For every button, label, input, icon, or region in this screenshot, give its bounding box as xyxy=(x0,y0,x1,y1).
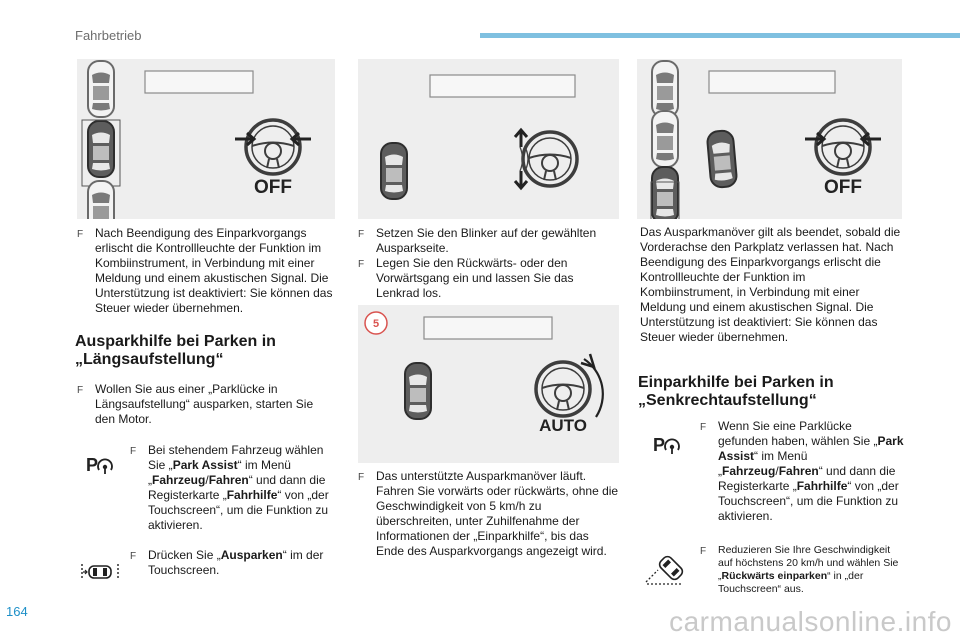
bullet-marker: F xyxy=(358,472,365,483)
heading-line-2: „Senkrechtaufstellung“ xyxy=(638,392,817,409)
heading-line-1: Ausparkhilfe bei Parken in xyxy=(75,333,276,350)
bullet-marker: F xyxy=(77,385,84,396)
assisted-manoeuvre-bullet xyxy=(358,469,620,559)
car-icon xyxy=(88,121,114,177)
section-header: Fahrbetrieb xyxy=(75,28,142,43)
heading-line-1: Einparkhilfe bei Parken in xyxy=(638,374,834,391)
engage-gear-text: Legen Sie den Rückwärts- oder den Vorwärtsgang ein und lassen Sie das Lenkrad los. xyxy=(376,256,574,300)
bullet-marker: F xyxy=(130,446,137,457)
bullet-marker: F xyxy=(358,259,365,270)
park-assist-icon xyxy=(84,452,116,483)
illustration-parked-cars-off xyxy=(77,59,335,219)
off-label: OFF xyxy=(254,177,292,198)
page-number: 164 xyxy=(6,604,28,619)
start-engine-bullet xyxy=(77,382,333,427)
auto-label: AUTO xyxy=(539,416,587,435)
reverse-park-icon xyxy=(643,552,687,591)
manoeuvre-complete-paragraph: Das Ausparkmanöver gilt als beendet, sobald die Vorderachse den Parkplatz verlassen hat. Nach Beendigung des Einparkvorgangs erlischt die Kontrollleuchte der Funktion im Kombiinstrument, in Verbindung mit einer Meldung und einem akustischen Signal. Die Unterstützung ist deaktiviert: Sie können das Steuer wieder übernehmen. xyxy=(640,225,901,344)
turn-signal-bullet xyxy=(358,226,620,256)
car-icon xyxy=(405,363,431,419)
illustration-auto-manoeuvre xyxy=(358,305,619,463)
turn-signal-text: Setzen Sie den Blinker auf der gewählten Ausparkseite. xyxy=(376,226,597,255)
turn-signal-bullets xyxy=(358,226,620,301)
start-engine-text: Wollen Sie aus einer „Parklücke in Längsaufstellung“ ausparken, starten Sie den Motor. xyxy=(95,382,314,426)
park-assist-icon xyxy=(651,432,683,463)
reduce-speed-step xyxy=(700,544,905,596)
header-bar xyxy=(480,33,960,38)
watermark: carmanualsonline.info xyxy=(669,606,952,637)
heading-perpendicular-entry xyxy=(638,374,900,410)
reduce-speed-text: Reduzieren Sie Ihre Geschwindigkeit auf höchstens 20 km/h und wählen Sie „Rückwärts einparken“ in „der Touchscreen“ aus. xyxy=(718,544,899,595)
heading-parallel-exit xyxy=(75,333,335,369)
engage-gear-bullet xyxy=(358,256,620,301)
off-label: OFF xyxy=(824,177,862,198)
end-of-parking-text: Nach Beendigung des Einparkvorgangs erlischt die Kontrollleuchte der Funktion im Kombiinstrument, in Verbindung mit einer Meldung und einem akustischen Signal. Die Unterstützung ist deaktiviert: Sie können das Steuer wieder übernehmen. xyxy=(95,226,333,315)
steering-wheel-icon xyxy=(246,120,300,174)
bullet-marker: F xyxy=(700,422,707,433)
bullet-marker: F xyxy=(700,546,707,557)
heading-line-2: „Längsaufstellung“ xyxy=(75,351,224,368)
steering-wheel-icon xyxy=(523,132,577,186)
select-park-assist-text: Bei stehendem Fahrzeug wählen Sie „Park Assist“ im Menü „Fahrzeug/Fahren“ und dann die Registerkarte „Fahrhilfe“ von „der Touchscreen“, um die Funktion zu aktivieren. xyxy=(148,443,329,532)
select-park-assist-step xyxy=(700,419,905,524)
select-park-assist-text: Wenn Sie eine Parklücke gefunden haben, wählen Sie „Park Assist“ im Menü „Fahrzeug/Fahren“ und dann die Registerkarte „Fahrhilfe“ von „der Touchscreen“, um die Funktion zu aktivieren. xyxy=(718,419,904,523)
press-exit-text: Drücken Sie „Ausparken“ im der Touchscreen. xyxy=(148,548,324,577)
bullet-marker: F xyxy=(358,229,365,240)
exit-parking-icon xyxy=(80,560,120,589)
car-icon xyxy=(652,167,678,219)
car-icon xyxy=(381,143,407,199)
steering-wheel-icon xyxy=(816,120,870,174)
svg-text:P: P xyxy=(86,455,99,475)
illustration-gear-steering xyxy=(358,59,619,219)
end-of-parking-paragraph xyxy=(77,226,333,316)
illustration-perpendicular-off xyxy=(637,59,902,219)
press-exit-step xyxy=(130,548,335,578)
bullet-marker: F xyxy=(130,551,137,562)
assisted-manoeuvre-text: Das unterstützte Ausparkmanöver läuft. Fahren Sie vorwärts oder rückwärts, ohne die Geschwindigkeit von 5 km/h zu überschreiten, unter Zuhilfenahme der Informationen der „Einparkhilfe“, bis das Ende des Ausparkvorgangs angezeigt wird. xyxy=(376,469,619,558)
steering-wheel-icon xyxy=(536,362,590,416)
bullet-marker: F xyxy=(77,229,84,240)
select-park-assist-step xyxy=(130,443,335,533)
step-badge-number: 5 xyxy=(372,318,380,330)
svg-text:P: P xyxy=(653,435,666,455)
